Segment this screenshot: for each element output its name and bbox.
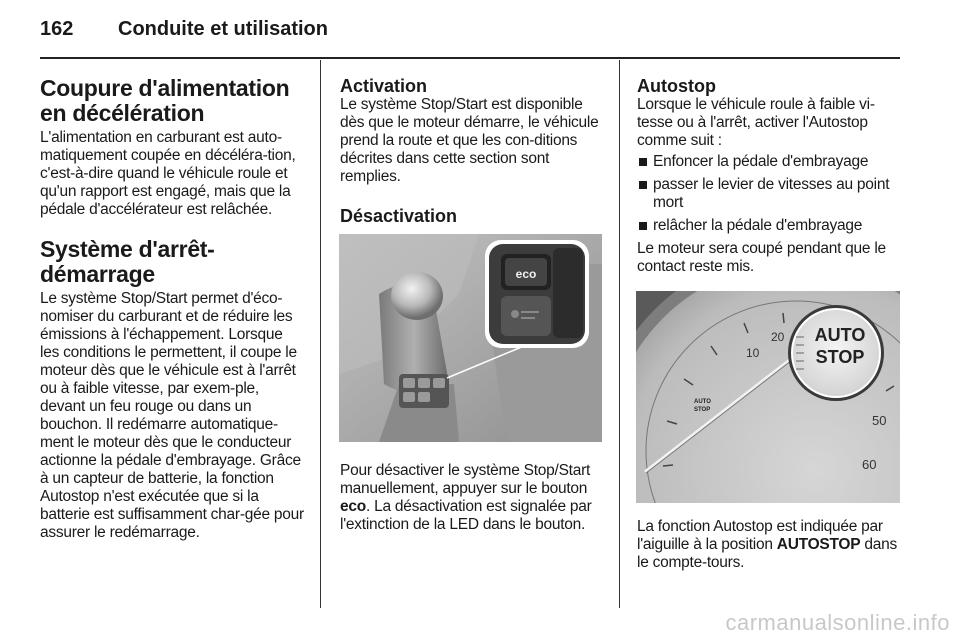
heading-activation: Activation — [340, 76, 428, 96]
heading-autostop: Autostop — [637, 76, 716, 96]
gauge-small-auto: AUTO — [694, 399, 711, 405]
gauge-tick-10: 10 — [746, 346, 760, 360]
gauge-tick-50: 50 — [872, 413, 887, 428]
paragraph-activation: Le système Stop/Start est disponible dès que le moteur démarre, le véhicule prend la route et que les con-ditions décrites dans cette section sont remplies. — [340, 96, 599, 185]
autostop-steps — [637, 153, 902, 235]
bullet-square-icon — [639, 181, 647, 189]
heading-stop-start-system: Système d'arrêt-démarrage — [40, 236, 215, 287]
autostop-caption — [637, 518, 902, 572]
tachometer-illustration — [636, 291, 900, 503]
tachometer-photo — [636, 291, 900, 503]
watermark: carmanualsonline.info — [725, 610, 950, 635]
eco-button-label: eco — [515, 267, 537, 281]
eco-caption — [340, 462, 605, 534]
eco-caption-bold: eco — [340, 498, 366, 515]
header-rule — [40, 57, 900, 59]
autostop-caption-text-2: dans le compte-tours. — [637, 536, 897, 571]
gauge-tick-20: 20 — [771, 330, 785, 344]
eco-button-photo — [339, 234, 602, 442]
column-divider-1 — [320, 60, 321, 608]
heading-deactivation: Désactivation — [340, 206, 458, 226]
heading-fuel-cutoff: Coupure d'alimentation en décélération — [40, 75, 290, 126]
column-3 — [637, 76, 902, 276]
section-title: Conduite et utilisation — [118, 18, 328, 40]
list-item: passer le levier de vitesses au point mort — [637, 176, 902, 212]
eco-caption-text-1: Pour désactiver le système Stop/Start manuellement, appuyer sur le bouton — [340, 462, 591, 497]
bullet-square-icon — [639, 158, 647, 166]
paragraph-engine-off: Le moteur sera coupé pendant que le contact reste mis. — [637, 240, 886, 275]
paragraph-stop-start-system: Le système Stop/Start permet d'éco-nomiser du carburant et de réduire les émissions à l'échappement. Lorsque les conditions le permettent, il coupe le moteur dès que le véhicule est à l'arrêt ou à faible vitesse, par exem-ple, devant un feu rouge ou dans un bouchon. Il redémarre automatique-ment le moteur dès que le conducteur actionne la pédale d'embrayage. Grâce à un capteur de batterie, la fonction Autostop n'est exécutée que si la batterie est suffisamment char-gée pour assurer le redémarrage. — [40, 290, 304, 541]
gauge-small-stop: STOP — [694, 407, 711, 413]
gauge-stop-label: STOP — [815, 347, 865, 367]
eco-caption-text-2: . La désactivation est signalée par l'extinction de la LED dans le bouton. — [340, 498, 592, 533]
console-illustration — [339, 234, 602, 442]
list-item: relâcher la pédale d'embrayage — [637, 217, 902, 235]
column-divider-2 — [619, 60, 620, 608]
autostop-caption-text-1: La fonction Autostop est indiquée par l'aiguille à la position — [637, 518, 883, 553]
list-item: Enfoncer la pédale d'embrayage — [637, 153, 902, 171]
gauge-tick-60: 60 — [862, 457, 877, 472]
page-number: 162 — [40, 18, 74, 40]
gauge-auto-label: AUTO — [814, 325, 866, 345]
column-2 — [340, 76, 605, 226]
paragraph-fuel-cutoff: L'alimentation en carburant est auto-matiquement coupée en décéléra-tion, c'est-à-dire quand le véhicule roule et qu'un rapport est engagé, mais que la pédale d'accélérateur est relâchée. — [40, 129, 296, 218]
autostop-caption-bold: AUTOSTOP — [776, 536, 861, 553]
paragraph-autostop-intro: Lorsque le véhicule roule à faible vi-tesse ou à l'arrêt, activer l'Autostop comme suit : — [637, 96, 875, 149]
bullet-square-icon — [639, 222, 647, 230]
column-1 — [40, 76, 305, 542]
